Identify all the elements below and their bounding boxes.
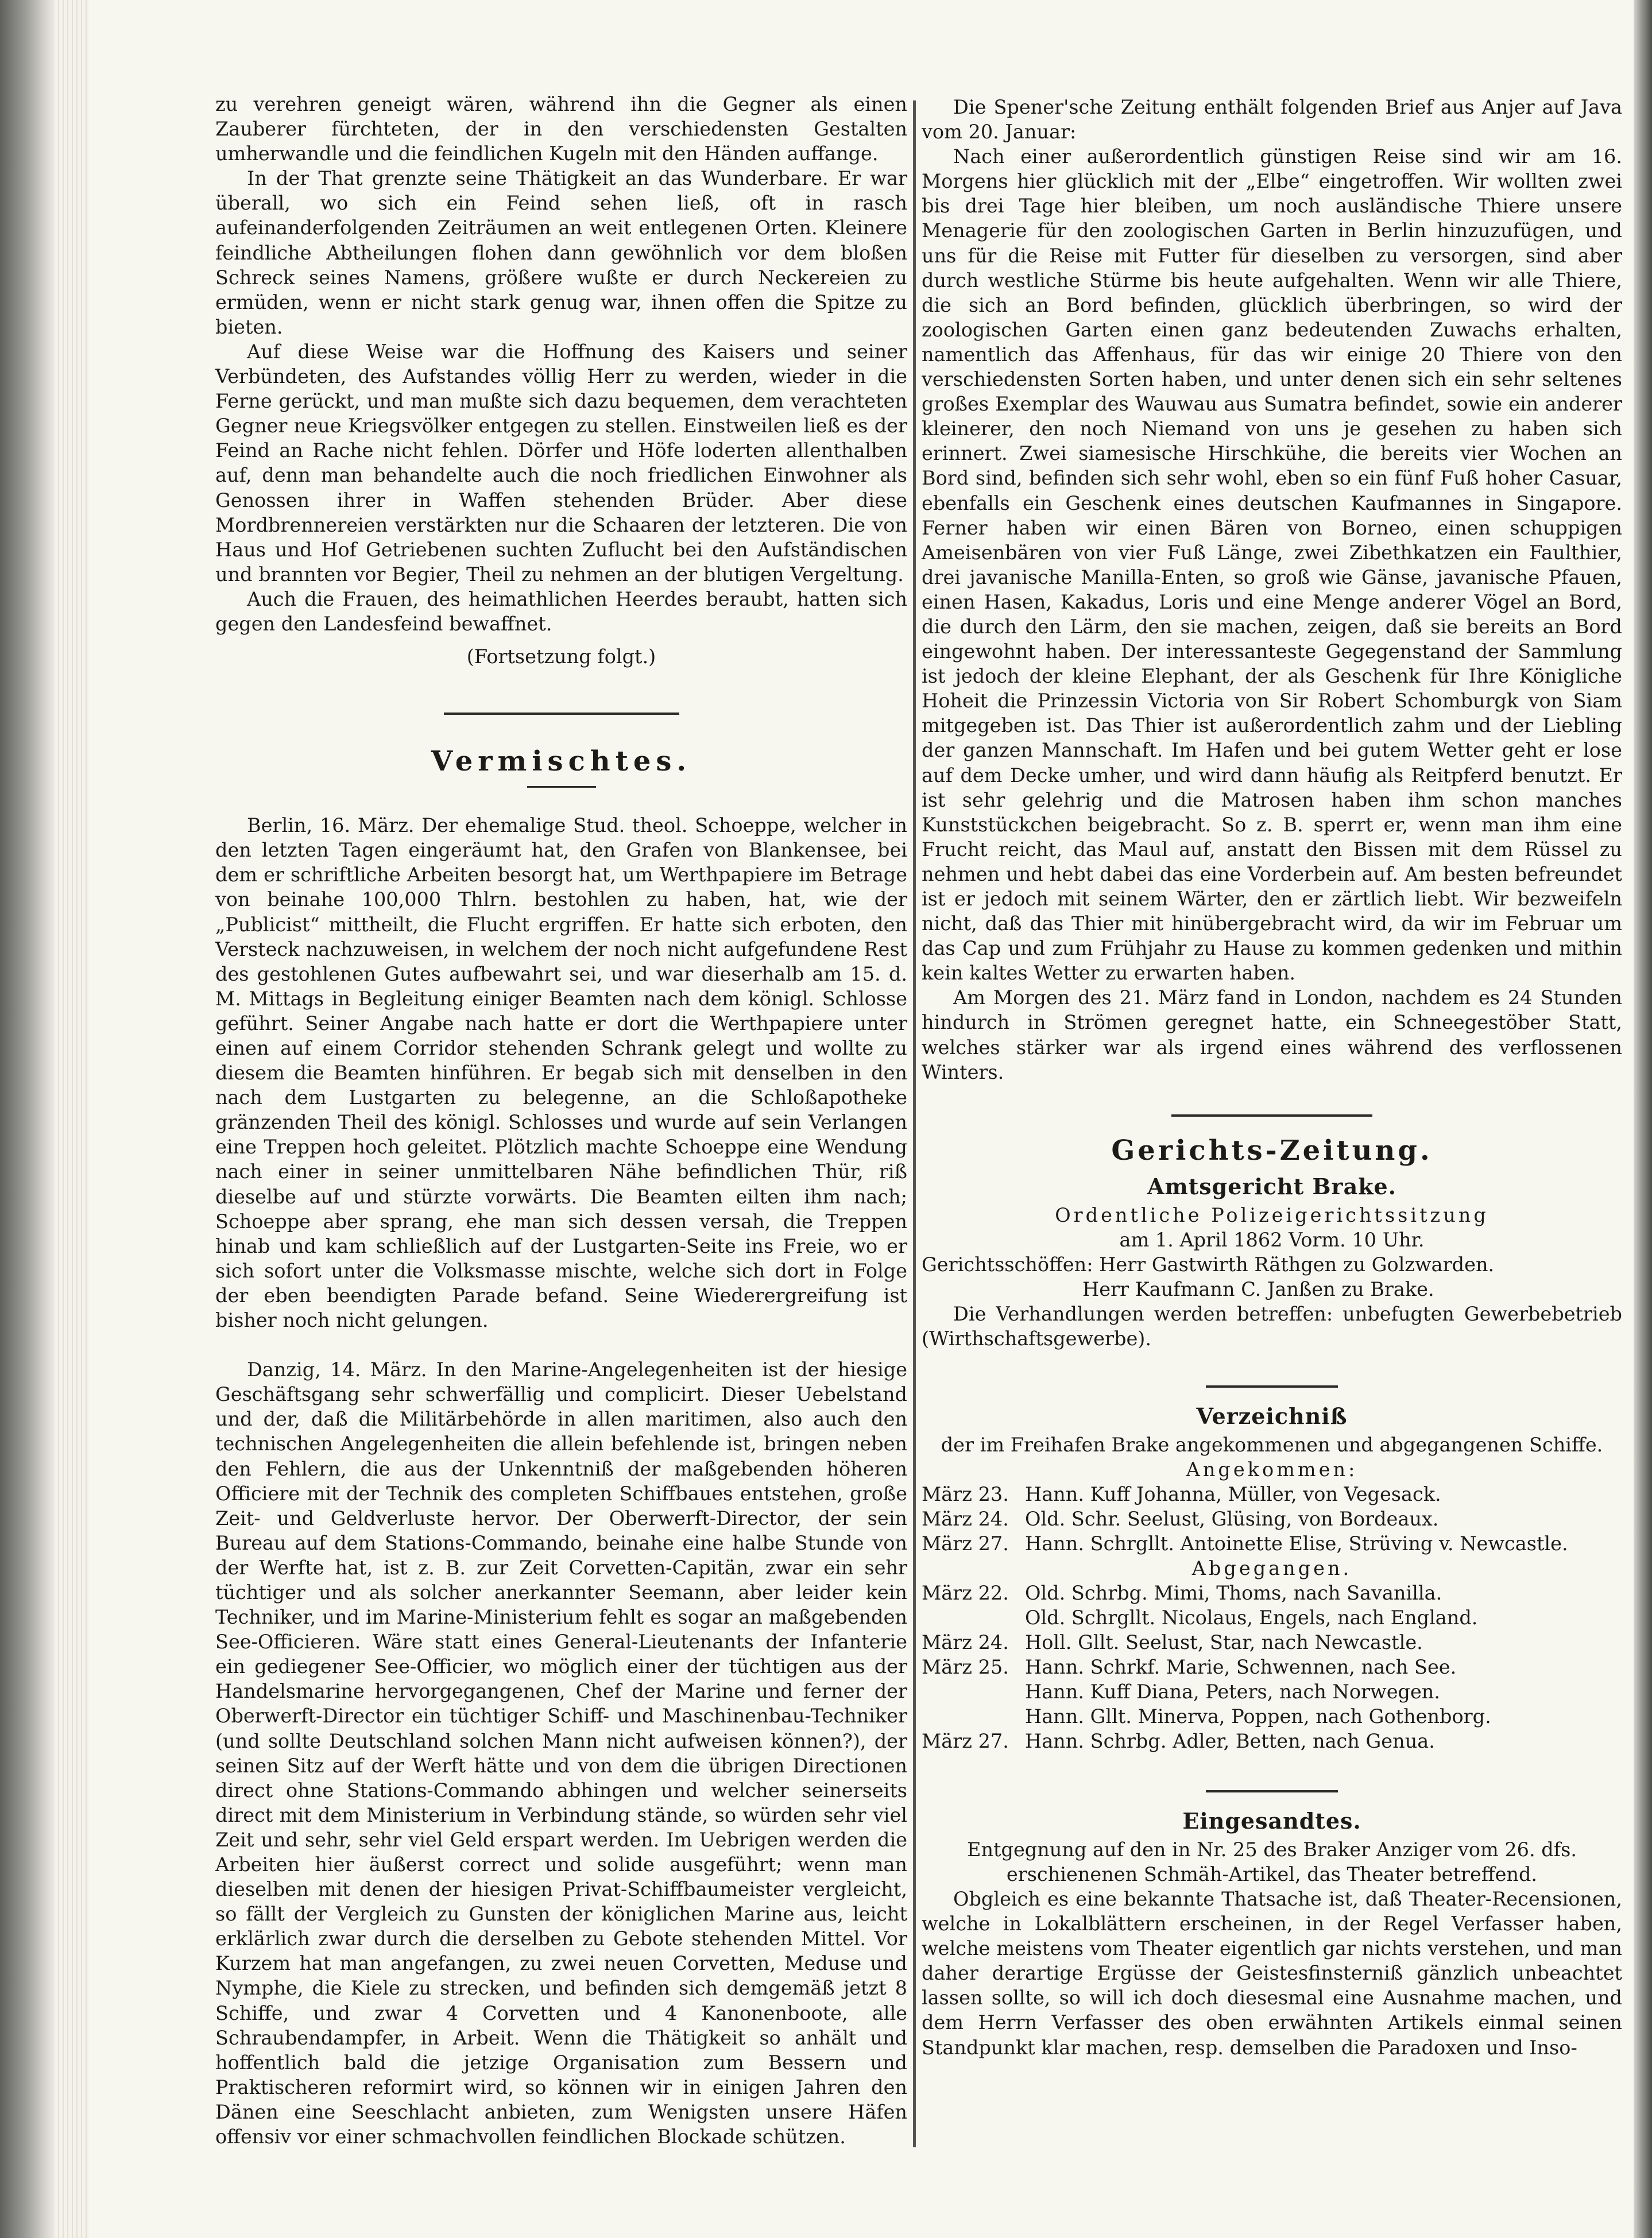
title-underline [527,786,596,788]
ship-date: März 24. [922,1631,1009,1654]
ship-row [922,1704,1622,1729]
ship-entry: Old. Schr. Seelust, Glüsing, von Bordeaux. [1025,1507,1439,1530]
left-book-edge [0,0,55,2238]
departed-label: Abgegangen. [1191,1556,1352,1579]
ship-date: März 27. [922,1729,1009,1752]
story-paragraph: zu verehren geneigt wären, während ihn die Gegner als einen Zauberer fürchteten, der in den verschiedensten Gestalten umherwandle und die feindlichen Kugeln mit den Händen auffange. [215,93,907,165]
ship-entry: Hann. Gllt. Minerva, Poppen, nach Gothenborg. [1025,1705,1491,1728]
ship-entry: Old. Schrbg. Mimi, Thoms, nach Savanilla. [1025,1581,1442,1604]
ship-row [922,1630,1622,1655]
ship-row [922,1531,1622,1556]
juror-name: Herr Kaufmann C. Janßen zu Brake. [1082,1277,1434,1300]
juror-line [922,1252,1622,1277]
ship-entry: Hann. Kuff Johanna, Müller, von Vegesack. [1025,1482,1441,1505]
departed-list [922,1581,1622,1753]
news-item-java-letter: Nach einer außerordentlich günstigen Reise sind wir am 16. Morgens hier glücklich mit der „Elbe“ eingetroffen. Wir wollten zwei bis drei Tage hier bleiben, um noch ausländische Thiere unsere Menagerie für den zoologischen Garten in Berlin hinzuzufügen, und uns für die Reise mit Futter für dieselben zu versorgen, sind aber durch westliche Stürme bis heute aufgehalten. Wenn wir alle Thiere, die sich an Bord befinden, glücklich überbringen, so wird der zoologischen Garten einen ganz bedeutenden Zuwachs erhalten, namentlich das Affenhaus, für das wir einige 20 Thiere von den verschiedensten Sorten haben, und unter denen sich ein sehr seltenes großes Exemplar des Wauwau aus Sumatra befindet, sowie ein anderer kleinerer, den noch Niemand von uns je gesehen zu haben sich erinnert. Zwei siamesische Hirschkühe, die bereits vier Wochen an Bord sind, befinden sich sehr wohl, eben so ein fünf Fuß hoher Casuar, ebenfalls ein Geschenk eines deutschen Kaufmannes in Singapore. Ferner haben wir einen Bären von Borneo, einen schuppigen Ameisenbären von vier Fuß Länge, zwei Zibethkatzen ein Faulthier, drei javanische Manilla-Enten, so groß wie Gänse, javanische Pfauen, einen Hasen, Kakadus, Loris und eine Menge anderer Vögel an Bord, die durch den Lärm, den sie machen, zeigen, daß sie bereits an Bord eingewohnt haben. Der interessanteste Gegegenstand der Sammlung ist jedoch der kleine Elephant, der als Geschenk für Ihre Königliche Hoheit die Prinzessin Victoria von Sir Robert Schomburgk von Siam mitgegeben ist. Das Thier ist außerordentlich zahm und der Liebling der ganzen Mannschaft. Im Hafen und bei gutem Wetter geht er lose auf dem Decke umher, und wird dann häufig als Reitpferd benutzt. Er ist sehr gelehrig und die Matrosen haben ihm schon manches Kunststückchen beigebracht. So z. B. sperrt er, wenn man ihm eine Frucht reicht, das Maul auf, anstatt den Bissen mit dem Rüssel zu nehmen und hebt dabei das eine Vorderbein auf. Am besten befreundet ist er jedoch mit seinem Wärter, den er zärtlich liebt. Wir bezweifeln nicht, daß das Thier mit hinübergebracht wird, da wir im Februar um das Cap und zum Frühjahr zu Hause zu kommen gedenken und mithin kein kaltes Wetter zu erwarten haben. [922,145,1622,985]
ship-row [922,1605,1622,1630]
ship-entry: Hann. Kuff Diana, Peters, nach Norwegen. [1025,1680,1441,1703]
reply-body: Obgleich es eine bekannte Thatsache ist, daß Theater-Recensionen, welche in Lokalblättern erscheinen, in der Regel Verfasser haben, welche meistens vom Theater eigentlich gar nichts verstehen, und man daher derartige Ergüsse der Geistesfinsterniß gänzlich unbeachtet lassen sollte, so will ich doch diesesmal eine Ausnahme machen, und dem Herrn Verfasser des oben erwähnten Artikels einmal seinen Standpunkt klar machen, resp. demselben die Paradoxen und Inso- [922,1887,1622,2059]
left-column [215,92,907,2149]
court-subtitle: Amtsgericht Brake. [1147,1173,1396,1199]
section-title-vermischtes: Vermischtes. [431,745,692,778]
ship-date [922,1605,1025,1630]
news-item-berlin: Berlin, 16. März. Der ehemalige Stud. theol. Schoeppe, welcher in den letzten Tagen eingeräumt hat, den Grafen von Blankensee, bei dem er schriftliche Arbeiten besorgt hat, um Werthpapiere im Betrage von beinahe 100,000 Thlrn. bestohlen zu haben, hat, wie der „Publicist“ mittheilt, die Flucht ergriffen. Er hatte sich erboten, den Versteck nachzuweisen, in welchem der noch nicht aufgefundene Rest des gestohlenen Gutes aufbewahrt sei, und war dieserhalb am 15. d. M. Mittags in Begleitung einiger Beamten nach dem königl. Schlosse geführt. Seiner Angabe nach hatte er dort die Werthpapiere unter einen auf einem Corridor stehenden Schrank gelegt und wollte zu diesem die Beamten hinführen. Er begab sich mit denselben in den nach dem Lustgarten zu belegenne, an die Schloßapotheke gränzenden Theil des königl. Schlosses und wurde auf sein Verlangen eine Treppen hoch geleitet. Plötzlich machte Schoeppe eine Wendung nach einer in seiner unmittelbaren Nähe befindlichen Thür, riß dieselbe auf und stürzte vorwärts. Die Beamten eilten ihm nach; Schoeppe aber sprang, ehe man sich dessen versah, die Treppen hinab und kam schließlich auf der Lustgarten-Seite ins Freie, wo er sich sofort unter die Volksmasse mischte, welche sich dort in Folge der eben beendigten Parade befand. Seine Wiederergreifung ist bisher noch nicht gelungen. [215,814,907,1332]
juror-line [922,1277,1622,1302]
column-divider [913,100,916,2147]
continued-note: (Fortsetzung folgt.) [466,645,656,668]
story-paragraph: Auch die Frauen, des heimathlichen Heerdes beraubt, hatten sich gegen den Landesfeind bewaffnet. [215,587,907,635]
story-paragraph: Auf diese Weise war die Hoffnung des Kaisers und seiner Verbündeten, des Aufstandes völlig Herr zu werden, wieder in die Ferne gerückt, und man mußte sich dazu bequemen, dem verachteten Gegner neue Kriegsvölker entgegen zu stellen. Einstweilen ließ es der Feind an Rache nicht fehlen. Dörfer und Höfe loderten allenthalben auf, denn man behandelte auch die noch friedlichen Einwohner als Genossen ihrer in Waffen stehenden Brüder. Aber diese Mordbrennereien verstärkten nur die Schaaren der letzteren. Die von Haus und Hof Getriebenen suchten Zuflucht bei den Aufständischen und brannten vor Begier, Theil zu nehmen an der blutigen Vergeltung. [215,340,907,586]
ship-entry: Hann. Schrbg. Adler, Betten, nach Genua. [1025,1729,1435,1752]
ship-row [922,1679,1622,1704]
ship-date: März 22. [922,1581,1009,1604]
section-title-eingesandtes: Eingesandtes. [1182,1807,1361,1834]
section-rule [1171,1114,1372,1117]
session-date: am 1. April 1862 Vorm. 10 Uhr. [1119,1228,1425,1251]
juror-label: Gerichtsschöffen: [922,1253,1093,1276]
section-title-verzeichniss: Verzeichniß [1196,1403,1348,1429]
ship-date [922,1679,1025,1704]
section-rule [1206,1790,1338,1792]
ship-row [922,1655,1622,1679]
news-item-spener-intro: Die Spener'sche Zeitung enthält folgenden Brief aus Anjer auf Java vom 20. Januar: [922,96,1622,144]
ship-row [922,1482,1622,1507]
ships-subtitle: der im Freihafen Brake angekommenen und abgegangenen Schiffe. [941,1433,1603,1456]
news-item-danzig: Danzig, 14. März. In den Marine-Angelegenheiten ist der hiesige Geschäftsgang sehr schwerfällig und complicirt. Dieser Uebelstand und der, daß die Militärbehörde in allen maritimen, also auch den technischen Angelegenheiten die allein befehlende ist, bringen neben den Fehlern, die aus der Unkenntniß der maßgebenden höheren Officiere mit der Technik des completen Schiffbaues entstehen, große Zeit- und Geldverluste hervor. Der Oberwerft-Director, der sein Bureau auf dem Stations-Commando, beinahe eine halbe Stunde von der Werfte hat, ist z. B. zur Zeit Corvetten-Capitän, zwar ein sehr tüchtiger und als solcher anerkannter Seemann, aber leider kein Techniker, und im Marine-Ministerium fehlt es sogar an maßgebenden See-Officieren. Wäre statt eines General-Lieutenants der Infanterie ein gediegener See-Officier, wo möglich einer der tüchtigen aus der Handelsmarine hervorgegangenen, Chef der Marine und ferner der Oberwerft-Director ein tüchtiger Schiff- und Maschinenbau-Techniker (und sollte Deutschland solchen Mann nicht aufweisen können?), der seinen Sitz auf der Werft hätte und von dem die übrigen Directionen direct ohne Stations-Commando abhingen und welcher seinerseits direct mit dem Ministerium in Verbindung stände, so würden sehr viel Zeit und sehr, sehr viel Geld erspart werden. Im Uebrigen werden die Arbeiten hier äußerst correct und solide ausgeführt; wenn man dieselben mit denen der hiesigen Privat-Schiffbaumeister vergleicht, so fällt der Vergleich zu Gunsten der königlichen Marine aus, leicht erklärlich zwar durch die derselben zu Gebote stehenden Mittel. Vor Kurzem hat man angefangen, zu zwei neuen Corvetten, Meduse und Nymphe, die Kiele zu strecken, und befinden sich demgemäß jetzt 8 Schiffe, und zwar 4 Corvetten und 4 Kanonenboote, alle Schraubendampfer, in Arbeit. Wenn die Thätigkeit so anhält und hoffentlich bald die jetzige Organisation zum Bessern und Praktischeren reformirt wird, so können wir in einigen Jahren den Dänen eine Seeschlacht anbieten, zum Wenigsten unsere Häfen offensiv vor einer schmachvollen feindlichen Blockade schützen. [215,1358,907,2148]
juror-name: Herr Gastwirth Räthgen zu Golzwarden. [1099,1253,1495,1276]
ship-date: März 25. [922,1655,1009,1678]
section-rule [1206,1385,1338,1388]
page-stack [55,0,89,2238]
proceedings-note: Die Verhandlungen werden betreffen: unbefugten Gewerbebetrieb (Wirthschaftsgewerbe). [922,1302,1622,1350]
reply-intro: Entgegnung auf den in Nr. 25 des Braker Anziger vom 26. dfs. erschienenen Schmäh-Artikel, das Theater betreffend. [967,1838,1577,1885]
ship-entry: Hann. Schrgllt. Antoinette Elise, Strüving v. Newcastle. [1025,1532,1568,1555]
section-rule [444,713,679,715]
ship-date [922,1704,1025,1729]
ship-row [922,1729,1622,1753]
ship-row [922,1507,1622,1531]
arrived-list [922,1482,1622,1556]
ship-date: März 23. [922,1482,1009,1505]
story-paragraph: In der That grenzte seine Thätigkeit an das Wunderbare. Er war überall, wo sich ein Feind sehen ließ, oft in rasch aufeinanderfolgenden Zeiträumen an weit entlegenen Orten. Kleinere feindliche Abtheilungen flohen dann gewöhnlich vor dem bloßen Schreck seines Namens, größere wußte er durch Neckereien zu ermüden, wenn er nicht stark genug war, ihnen offen die Spitze zu bieten. [215,167,907,338]
ship-entry: Holl. Gllt. Seelust, Star, nach Newcastle. [1025,1631,1423,1654]
section-title-gerichts: Gerichts-Zeitung. [1111,1134,1433,1167]
right-column [922,95,1622,2060]
ship-row [922,1581,1622,1605]
session-title: Ordentliche Polizeigerichtssitzung [1055,1203,1489,1226]
right-book-edge [1634,0,1652,2238]
ship-entry: Old. Schrgllt. Nicolaus, Engels, nach England. [1025,1606,1478,1629]
ship-entry: Hann. Schrkf. Marie, Schwennen, nach See. [1025,1655,1457,1678]
ship-date: März 27. [922,1532,1009,1555]
news-item-london: Am Morgen des 21. März fand in London, nachdem es 24 Stunden hindurch in Strömen geregnet hatte, ein Schneegestöber Statt, welches stärker war als irgend eines während des verflossenen Winters. [922,986,1622,1083]
arrived-label: Angekommen: [1186,1458,1358,1481]
ship-date: März 24. [922,1507,1009,1530]
